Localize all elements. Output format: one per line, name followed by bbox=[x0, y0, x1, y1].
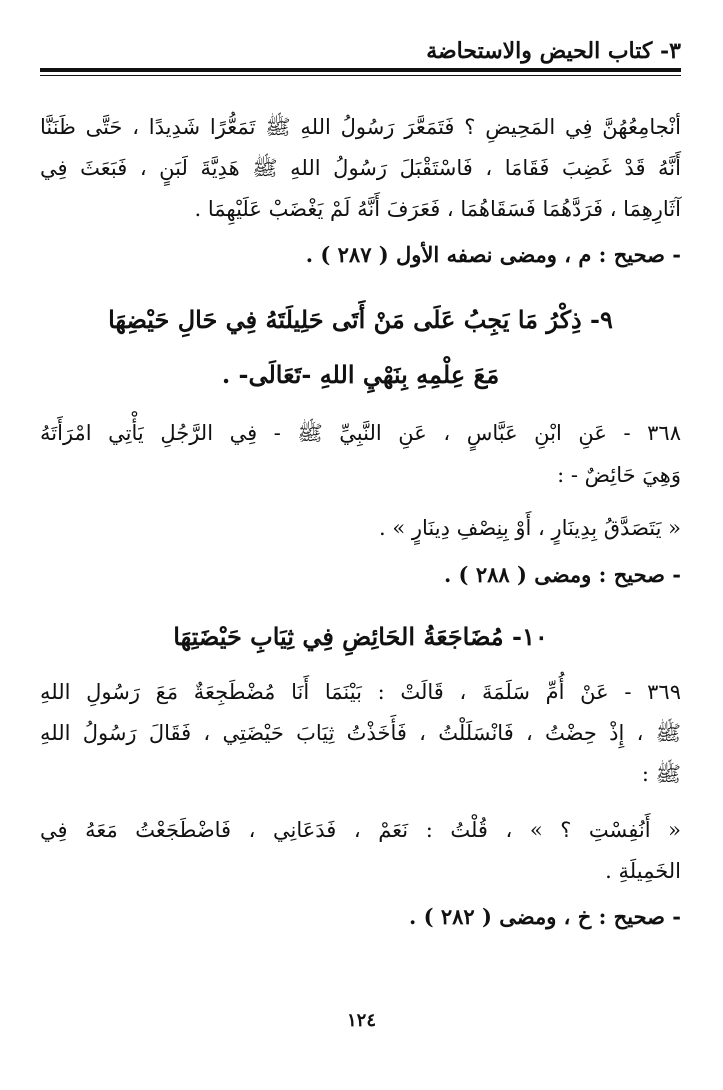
chapter-heading-10: ١٠- مُضَاجَعَةُ الحَائِضِ فِي ثِيَابِ حَيْضَتِهَا bbox=[173, 622, 548, 651]
grade-note-2: - صحيح : ومضى ( ٢٨٨ ) . bbox=[443, 562, 681, 587]
header-rule-thin bbox=[40, 75, 681, 76]
paragraph-line-1: أنْجامِعُهُنَّ فِي المَحِيضِ ؟ فَتَمَعَّرَ رَسُولُ اللهِ ﷺ تَمَعُّرًا شَدِيدًا ، حَتَّى ظَنَنَّا bbox=[40, 115, 681, 139]
header-rule-thick bbox=[40, 68, 681, 72]
grade-note-1: - صحيح : م ، ومضى نصفه الأول ( ٢٨٧ ) . bbox=[305, 242, 681, 267]
header-title: ٣- كتاب الحيض والاستحاضة bbox=[426, 38, 681, 64]
chapter-heading-9-line-1: ٩- ذِكْرُ مَا يَجِبُ عَلَى مَنْ أَتَى حَلِيلَتَهُ فِي حَالِ حَيْضِهَا bbox=[108, 305, 613, 334]
chapter-heading-9-line-2: مَعَ عِلْمِهِ بِنَهْيِ اللهِ -تَعَالَى- . bbox=[221, 360, 500, 389]
grade-note-3: - صحيح : خ ، ومضى ( ٢٨٢ ) . bbox=[408, 904, 681, 929]
hadith-369-quote-line-1: « أَنُفِسْتِ ؟ » ، قُلْتُ : نَعَمْ ، فَدَعَانِي ، فَاضْطَجَعْتُ مَعَهُ فِي bbox=[40, 818, 681, 842]
hadith-369-line-1: ٣٦٩ - عَنْ أُمِّ سَلَمَةَ ، قَالَتْ : بَيْنَمَا أَنَا مُضْطَجِعَةٌ مَعَ رَسُولِ اللهِ bbox=[40, 680, 681, 704]
hadith-369-quote-line-2: الخَمِيلَةِ . bbox=[605, 859, 681, 883]
hadith-368-line-2: وَهِيَ حَائِضٌ - : bbox=[557, 463, 681, 487]
paragraph-line-2: أَنَّهُ قَدْ غَضِبَ فَقَامَا ، فَاسْتَقْبَلَ رَسُولُ اللهِ ﷺ هَدِيَّةَ لَبَنٍ ، فَبَعَثَ فِي bbox=[40, 156, 681, 180]
page-number: ١٢٤ bbox=[346, 1010, 376, 1031]
hadith-368-quote: « يَتَصَدَّقُ بِدِينَارٍ ، أَوْ بِنِصْفِ دِينَارٍ » . bbox=[378, 516, 681, 540]
hadith-368-line-1: ٣٦٨ - عَنِ ابْنِ عَبَّاسٍ ، عَنِ النَّبِيِّ ﷺ - فِي الرَّجُلِ يَأْتِي امْرَأَتَهُ bbox=[40, 421, 681, 445]
paragraph-line-3: آثَارِهِمَا ، فَرَدَّهُمَا فَسَقَاهُمَا ، فَعَرَفَ أَنَّهُ لَمْ يَغْضَبْ عَلَيْهِمَا . bbox=[194, 197, 681, 221]
hadith-369-line-3: ﷺ : bbox=[641, 762, 681, 786]
hadith-369-line-2: ﷺ ، إِذْ حِضْتُ ، فَانْسَلَلْتُ ، فَأَخَذْتُ ثِيَابَ حَيْضَتِي ، فَقَالَ رَسُولُ اللهِ bbox=[40, 721, 681, 745]
